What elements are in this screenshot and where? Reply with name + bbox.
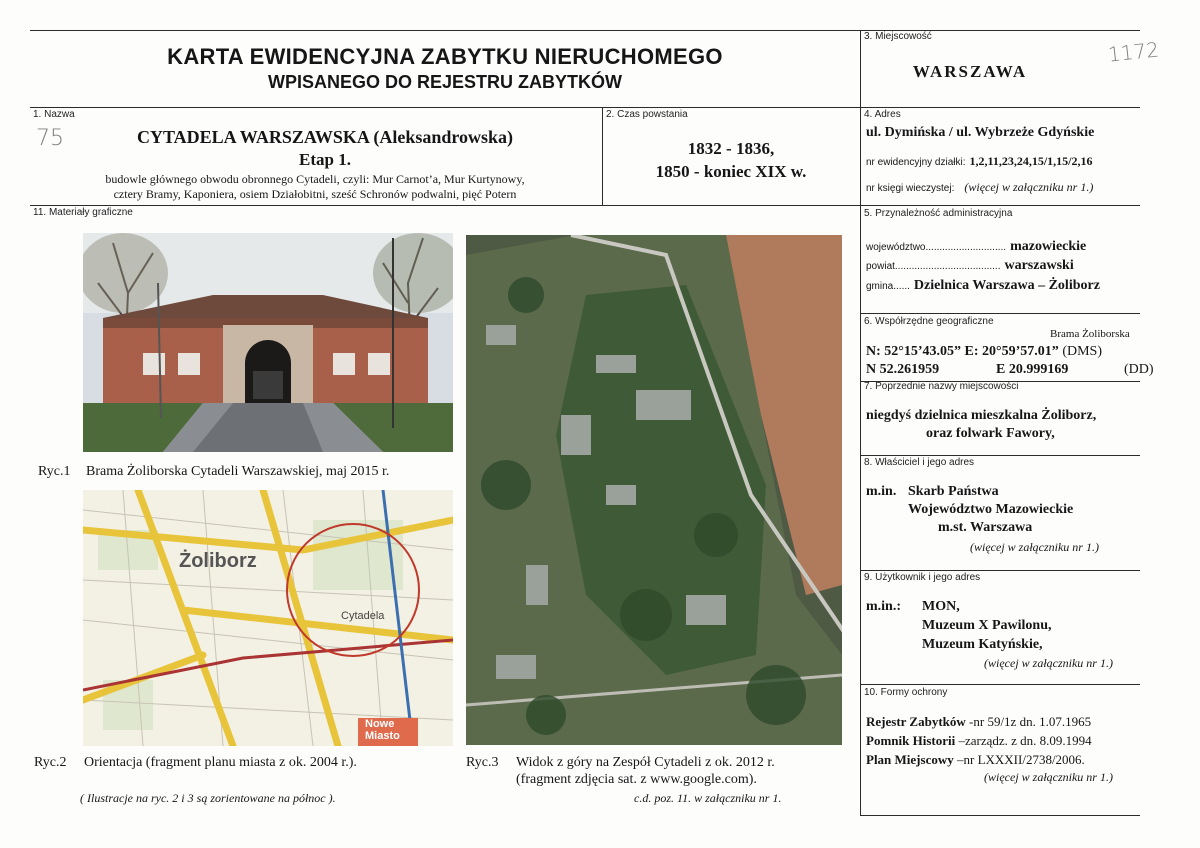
protection-plan-detail: –nr LXXXII/2738/2006. <box>953 752 1085 767</box>
owner-more: (więcej w załączniku nr 1.) <box>970 540 1099 554</box>
protection-more: (więcej w załączniku nr 1.) <box>984 770 1113 784</box>
owner-line-3: m.st. Warszawa <box>938 520 1033 535</box>
protection-register-detail: -nr 59/1z dn. 1.07.1965 <box>965 714 1092 729</box>
voivodeship-label: województwo <box>866 242 926 253</box>
voivodeship-dots: ............................. <box>925 242 1007 253</box>
coords-dd-unit: (DD) <box>1124 362 1154 377</box>
land-book-value: (więcej w załączniku nr 1.) <box>964 180 1094 194</box>
graphics-label: 11. Materiały graficzne <box>33 207 133 218</box>
rule-r2 <box>860 313 1140 314</box>
parcel-label: nr ewidencyjny działki: <box>866 157 966 168</box>
user-more: (więcej w załączniku nr 1.) <box>984 656 1113 670</box>
satellite-photo <box>466 235 842 745</box>
owner-prefix: m.in. <box>866 484 897 499</box>
city-map <box>83 490 453 746</box>
coords-place: Brama Żoliborska <box>1050 328 1130 340</box>
user-label: 9. Użytkownik i jego adres <box>864 572 981 583</box>
map-label-zoliborz: Żoliborz <box>179 550 257 572</box>
coords-dms-unit: (DMS) <box>1062 344 1102 359</box>
monument-name: CYTADELA WARSZAWSKA (Aleksandrowska) <box>136 127 514 147</box>
coords-dd-n: N 52.261959 <box>866 362 940 377</box>
ryc1-number: Ryc.1 <box>38 464 71 479</box>
corner-number: 1172 <box>1106 37 1161 67</box>
time-line-2: 1850 - koniec XIX w. <box>655 162 807 181</box>
county-label: powiat <box>866 261 895 272</box>
previous-names-line-1: niegdyś dzielnica mieszkalna Żoliborz, <box>866 408 1097 423</box>
continuation-note: c.d. poz. 11. w załączniku nr 1. <box>634 791 782 805</box>
owner-line-1: Skarb Państwa <box>908 484 999 499</box>
user-line-3: Muzeum Katyńskie, <box>922 637 1043 652</box>
land-book-label: nr księgi wieczystej: <box>866 183 955 194</box>
voivodeship-row <box>866 237 1086 255</box>
handwritten-number: 75 <box>36 126 64 151</box>
ryc2-number: Ryc.2 <box>34 755 67 770</box>
ryc3-caption-2: (fragment zdjęcia sat. z www.google.com). <box>516 772 757 787</box>
owner-label: 8. Właściciel i jego adres <box>864 457 975 468</box>
orientation-note: ( Ilustracje na ryc. 2 i 3 są zorientowane na północ ). <box>80 791 336 805</box>
divider-main-right <box>860 30 861 815</box>
protection-plan-title: Plan Miejscowy <box>866 752 954 767</box>
monument-description-2: cztery Bramy, Kaponiera, osiem Działobitni, sześć Schronów podwalni, pięć Potern <box>113 187 517 201</box>
ryc3-caption-1: Widok z góry na Zespół Cytadeli z ok. 2012 r. <box>516 755 775 770</box>
protection-register-row <box>866 714 1091 730</box>
county-row <box>866 256 1074 274</box>
protection-monument-detail: –zarządz. z dn. 8.09.1994 <box>955 733 1092 748</box>
user-line-1: MON, <box>922 599 960 614</box>
voivodeship-value: mazowieckie <box>1010 239 1087 254</box>
land-book-row <box>866 178 1093 196</box>
commune-dots: ...... <box>893 281 910 292</box>
coords-dd-e: E 20.999169 <box>996 362 1069 377</box>
protection-monument-title: Pomnik Historii <box>866 733 956 748</box>
coords-dms-n: N: 52°15’43.05” <box>866 344 962 359</box>
county-value: warszawski <box>1004 258 1074 273</box>
rule-r6 <box>860 684 1140 685</box>
monument-description-1: budowle głównego obwodu obronnego Cytadeli, czyli: Mur Carnot’a, Mur Kurtynowy, <box>105 172 525 186</box>
rule-bottom-right <box>860 815 1140 816</box>
previous-names-label: 7. Poprzednie nazwy miejscowości <box>864 381 1019 392</box>
commune-row <box>866 276 1100 294</box>
map-label-cytadela: Cytadela <box>341 610 385 622</box>
monument-stage: Etap 1. <box>299 150 351 169</box>
address-label: 4. Adres <box>864 109 901 120</box>
gate-photo <box>83 233 453 452</box>
owner-line-2: Województwo Mazowieckie <box>908 502 1074 517</box>
ryc2-caption: Orientacja (fragment planu miasta z ok. 2004 r.). <box>84 755 357 770</box>
document-subtitle: WPISANEGO DO REJESTRU ZABYTKÓW <box>267 72 622 92</box>
coords-label: 6. Współrzędne geograficzne <box>864 316 994 327</box>
ryc3-number: Ryc.3 <box>466 755 499 770</box>
locality-value: WARSZAWA <box>912 62 1028 81</box>
ryc1-caption: Brama Żoliborska Cytadeli Warszawskiej, maj 2015 r. <box>86 464 390 479</box>
protection-label: 10. Formy ochrony <box>864 687 948 698</box>
rule-r4 <box>860 455 1140 456</box>
coords-dms-e: E: 20°59’57.01” <box>964 344 1059 359</box>
rule-below-name <box>30 205 860 206</box>
rule-r5 <box>860 570 1140 571</box>
protection-register-title: Rejestr Zabytków <box>866 714 966 729</box>
admin-label: 5. Przynależność administracyjna <box>864 208 1013 219</box>
address-street: ul. Dymińska / ul. Wybrzeże Gdyńskie <box>866 125 1095 140</box>
document-title: KARTA EWIDENCYJNA ZABYTKU NIERUCHOMEGO <box>167 44 723 69</box>
commune-value: Dzielnica Warszawa – Żoliborz <box>913 278 1100 293</box>
map-label-nowe-miasto: Nowe Miasto <box>365 718 400 742</box>
previous-names-line-2: oraz folwark Fawory, <box>926 426 1055 441</box>
county-dots: ...................................... <box>894 261 1001 272</box>
parcel-row <box>866 152 1093 170</box>
parcel-value: 1,2,11,23,24,15/1,15/2,16 <box>969 154 1093 168</box>
rule-below-header <box>30 107 1140 108</box>
top-rule <box>30 30 1140 31</box>
user-line-2: Muzeum X Pawilonu, <box>922 618 1052 633</box>
time-line-1: 1832 - 1836, <box>687 139 775 158</box>
commune-label: gmina <box>866 281 894 292</box>
coords-dms-row <box>866 344 1102 360</box>
locality-label: 3. Miejscowość <box>864 31 932 42</box>
time-label: 2. Czas powstania <box>606 109 688 120</box>
name-label: 1. Nazwa <box>33 109 75 120</box>
protection-plan-row <box>866 752 1085 768</box>
coords-dd-row <box>866 362 1154 378</box>
rule-r1 <box>860 205 1140 206</box>
user-prefix: m.in.: <box>866 599 901 614</box>
protection-monument-row <box>866 733 1092 749</box>
